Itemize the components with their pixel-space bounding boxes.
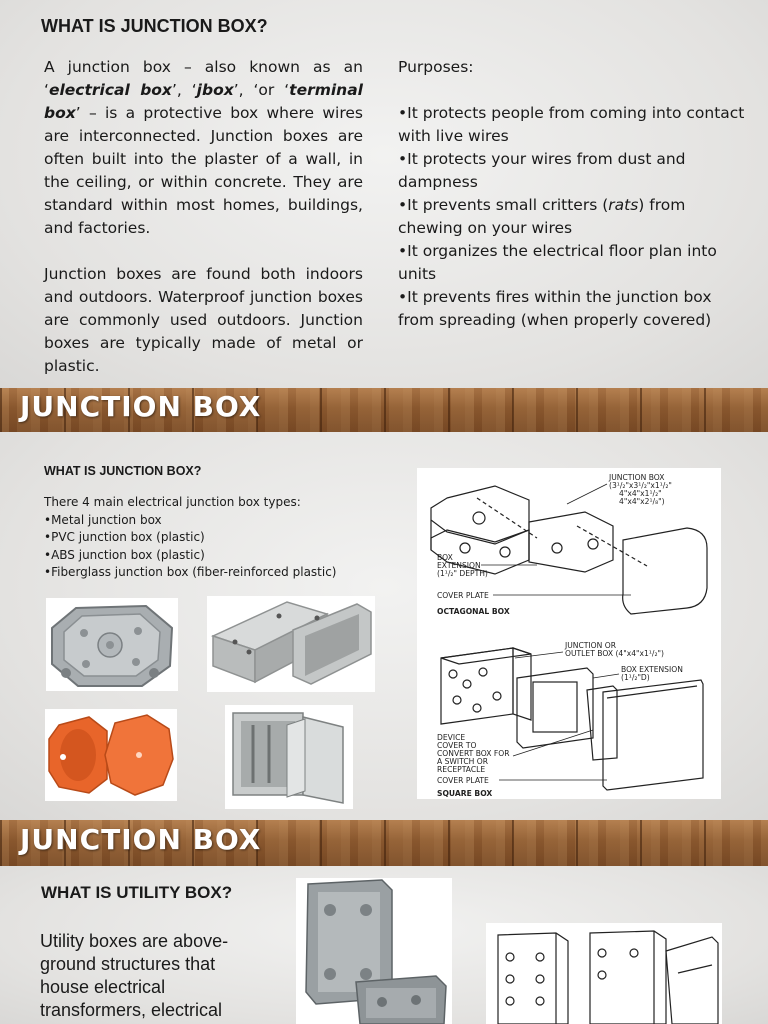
slide-2-heading: WHAT IS JUNCTION BOX? [44,464,202,478]
type-item-3: •ABS junction box (plastic) [44,547,205,562]
diagram-leader-lines [481,484,631,780]
metal-octagon-box-image [46,598,178,691]
label-device-3: CONVERT BOX FOR [437,749,510,758]
purpose-item-3-em: rats [608,196,639,214]
purpose-item-3-a: •It prevents small critters ( [398,196,609,214]
utility-box-drawing [486,923,722,1024]
intro-quote: ’, ‘or ‘ [233,81,290,99]
type-item-4: •Fiberglass junction box (fiber-reinforced plastic) [44,565,337,579]
orange-octagon-box-image [45,709,177,801]
type-item-2: •PVC junction box (plastic) [44,530,205,544]
slide-3 [0,866,768,1024]
types-lead: There 4 main electrical junction box types: [44,495,301,509]
label-cover-plate-1: COVER PLATE [437,591,489,600]
label-junction-or: JUNCTION OR [565,641,616,650]
types-list [44,494,337,582]
label-box-extension-depth: (1¹/₂"D) [621,673,650,682]
label-box-extension-2: EXTENSION [437,561,481,570]
label-octagonal-box: OCTAGONAL BOX [437,607,510,616]
utility-box-text: Utility boxes are above-ground structures that house electrical transformers, electrical [40,931,229,1020]
fiberglass-box-image [225,705,353,809]
term-electrical-box: electrical box [48,81,172,99]
label-junction-box: JUNCTION BOX [609,473,665,482]
label-device-5: RECEPTACLE [437,765,486,774]
purpose-item-2: •It protects your wires from dust and dampness [398,150,686,191]
label-junction-box-dims-3: 4"x4"x2¹/₈") [619,497,665,506]
label-device-2: COVER TO [437,741,477,750]
banner-2-title: JUNCTION BOX [20,823,262,856]
label-outlet-box: OUTLET BOX (4"x4"x1¹/₂") [565,649,664,658]
label-cover-plate-2: COVER PLATE [437,776,489,785]
type-item-1: •Metal junction box [44,512,162,527]
slide-1-heading: WHAT IS JUNCTION BOX? [41,16,268,36]
purposes-list [398,56,750,332]
intro-text-b: ’ – is a protective box where wires are interconnected. Junction boxes are often built into the plaster of a wall, in the ceiling, or within concrete. They are standard within most homes, buildings, and factories. [44,104,363,237]
label-junction-box-dims-2: 4"x4"x1¹/₂" [619,489,662,498]
label-device-1: DEVICE [437,733,466,742]
slide-3-heading: WHAT IS UTILITY BOX? [41,883,233,902]
utility-box-photo [296,878,452,1024]
intro-paragraph-2: Junction boxes are found both indoors and outdoors. Waterproof junction boxes are commonly used outdoors. Junction boxes are typically made of metal or plastic. [44,265,363,375]
wood-banner-2 [0,820,768,866]
label-box-extension-1: BOX [437,553,453,562]
purpose-item-5: •It prevents fires within the junction box from spreading (when properly covered) [398,288,712,329]
purpose-item-3-b: ) from chewing on your wires [398,196,686,237]
label-square-box: SQUARE BOX [437,789,493,798]
label-device-4: A SWITCH OR [437,757,489,766]
purpose-item-1: •It protects people from coming into contact with live wires [398,104,745,145]
purpose-item-3 [398,194,750,240]
label-box-extension-3: (1¹/₂" DEPTH) [437,569,488,578]
term-terminal-box: terminal box [44,81,363,122]
intro-quote: ‘ [44,81,49,99]
slide-2 [0,432,768,820]
label-junction-box-dims-1: (3¹/₂"x3¹/₂"x1¹/₂" [609,481,672,490]
intro-quote: ’, ‘ [171,81,197,99]
intro-paragraph-1 [44,56,363,240]
label-box-extension: BOX EXTENSION [621,665,683,674]
junction-box-diagram [417,468,721,799]
intro-text-a: A junction box – also known as an [44,58,363,76]
term-jbox: jbox [196,81,234,99]
slide-1 [0,0,768,388]
wood-banner-1 [0,388,768,432]
banner-1-title: JUNCTION BOX [20,390,262,423]
intro-text [44,56,363,378]
purpose-item-4: •It organizes the electrical floor plan into units [398,242,717,283]
grey-plastic-box-image [207,596,375,692]
purposes-title: Purposes: [398,58,474,76]
